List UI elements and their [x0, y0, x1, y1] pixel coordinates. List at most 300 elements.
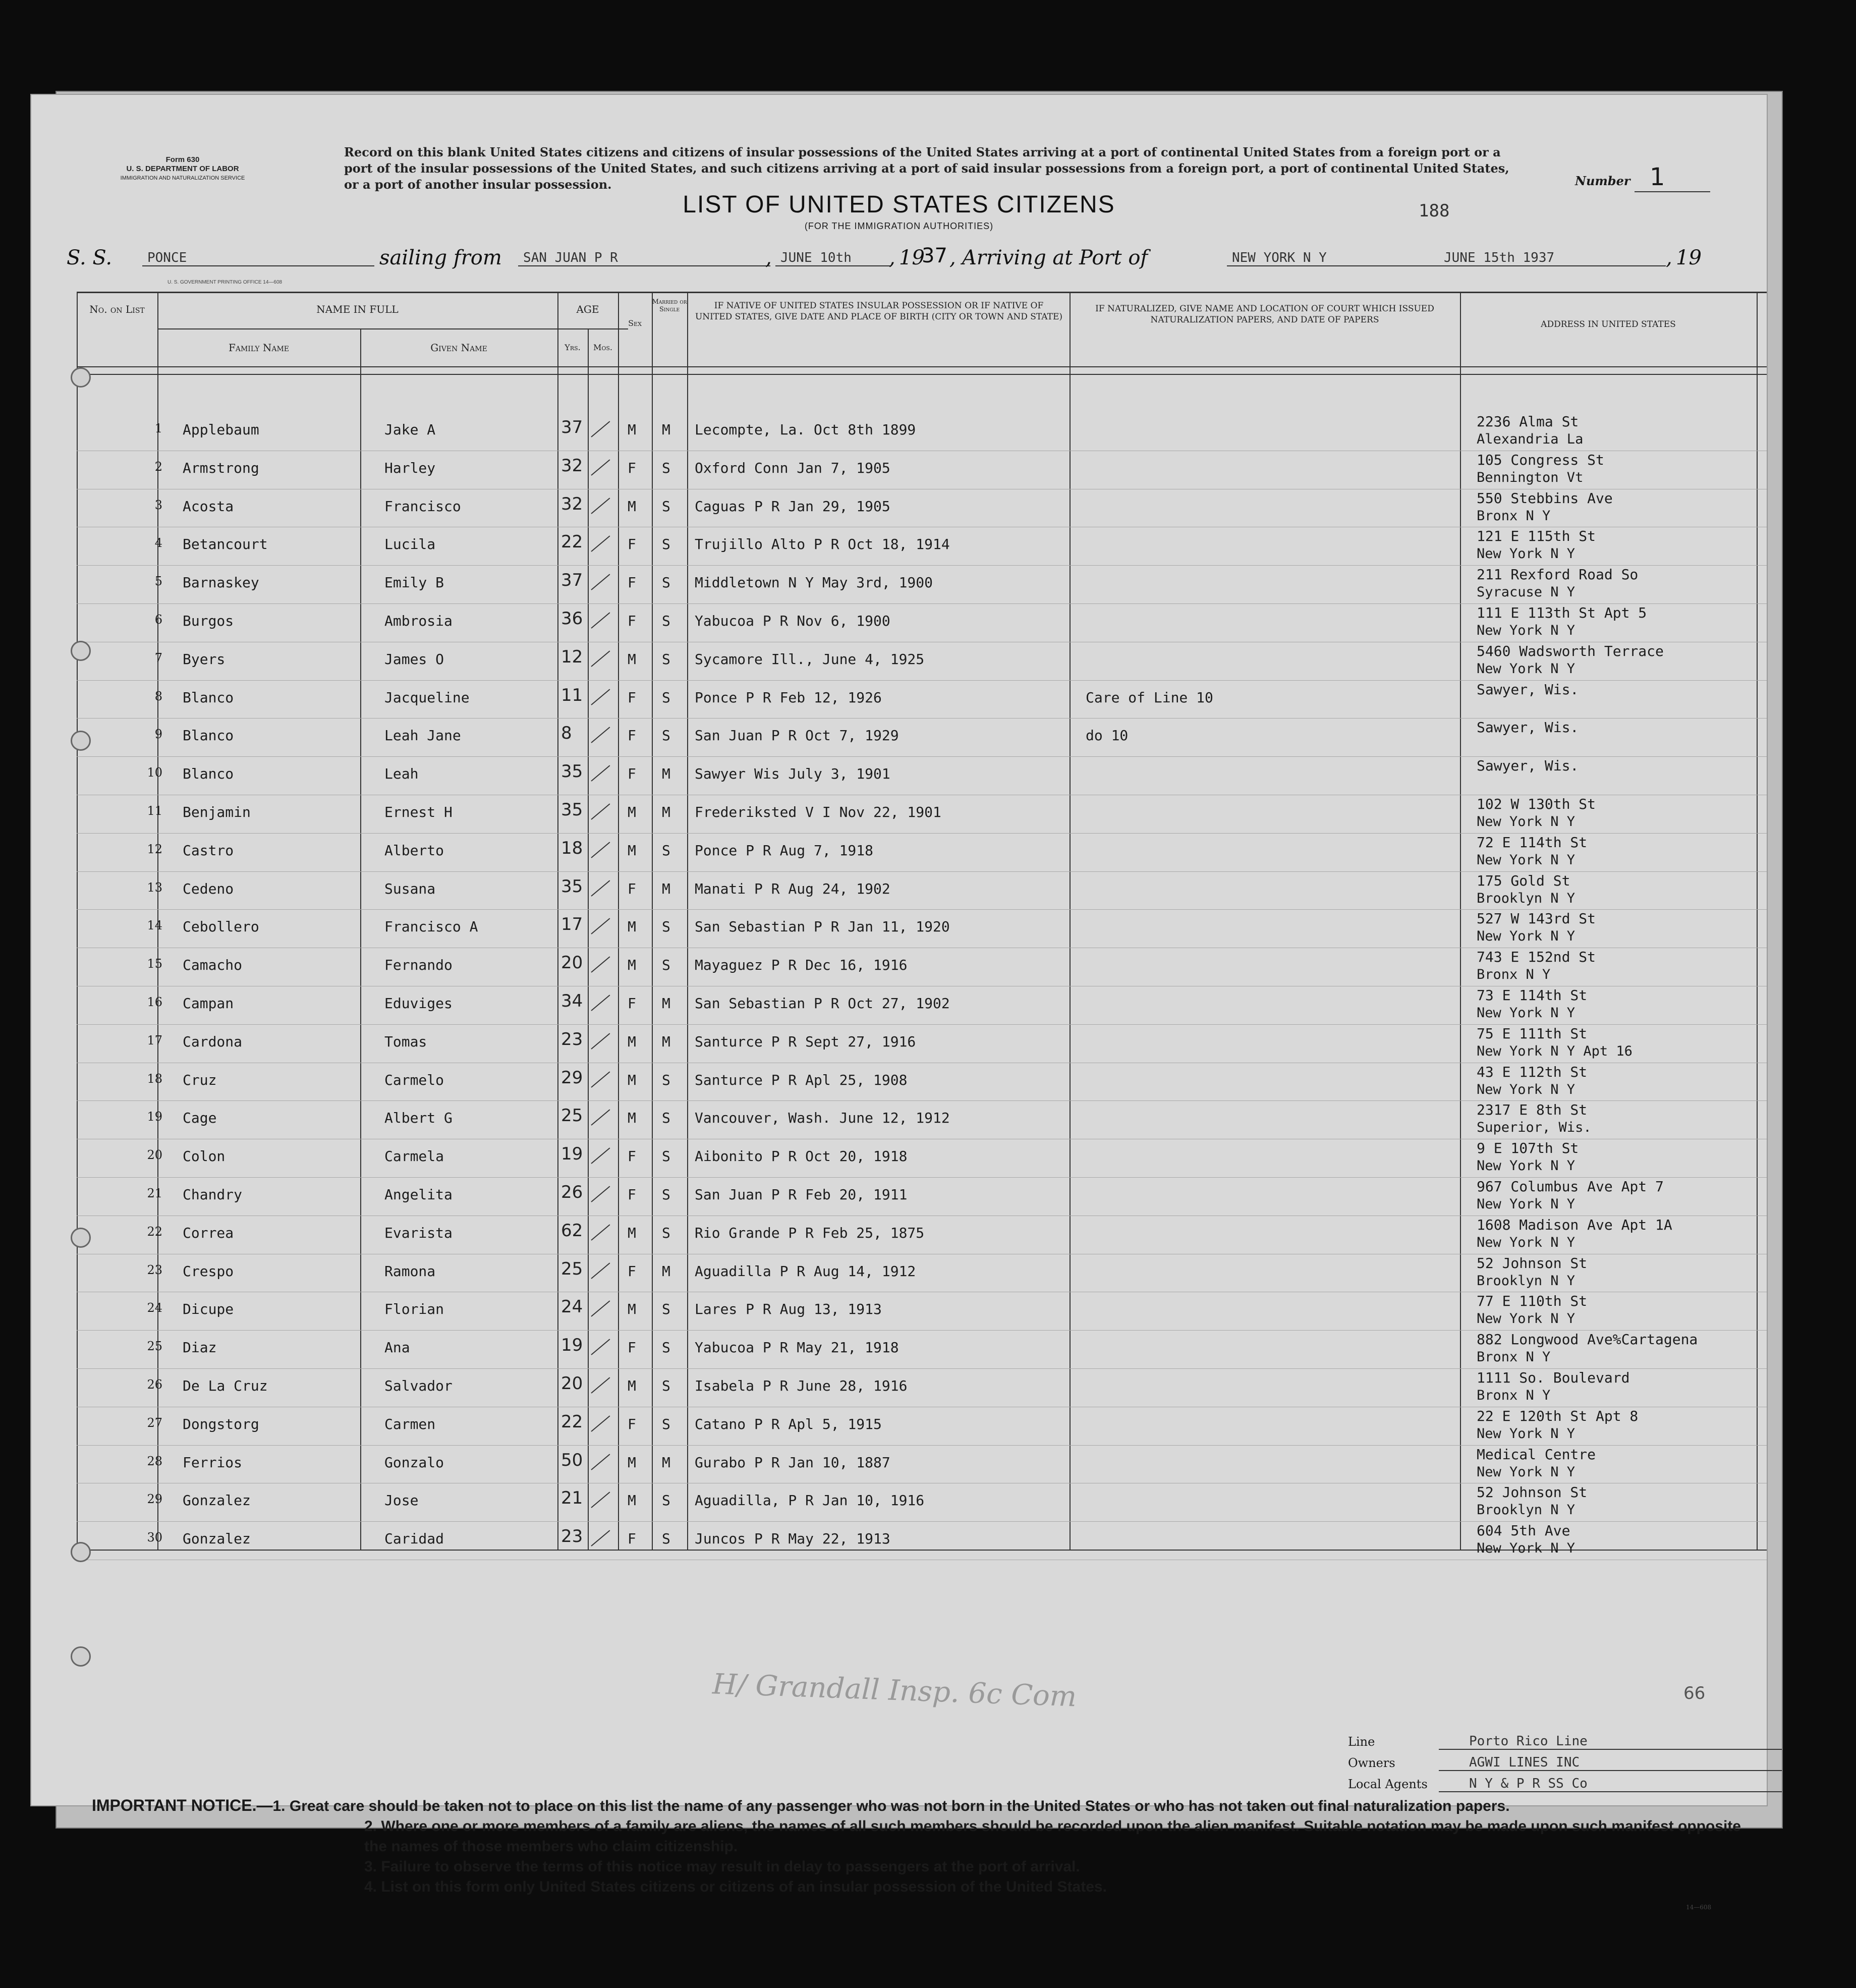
family-name: Dicupe	[183, 1301, 234, 1318]
given-name: Evarista	[384, 1224, 453, 1241]
marital-status: M	[662, 765, 670, 783]
birth-place-date: Catano P R Apl 5, 1915	[695, 1415, 882, 1432]
passenger-table	[77, 292, 1767, 1557]
given-name: Eduviges	[384, 995, 453, 1012]
birth-place-date: Mayaguez P R Dec 16, 1916	[695, 957, 908, 974]
col-address: ADDRESS IN UNITED STATES	[1541, 319, 1676, 329]
family-name: Colon	[183, 1148, 226, 1165]
age-years: 18	[561, 838, 583, 858]
table-row	[77, 1370, 1767, 1409]
list-number: 15	[147, 957, 162, 971]
list-number: 21	[147, 1186, 162, 1200]
check-mark	[591, 650, 610, 667]
address-line-2: New York N Y	[1477, 814, 1576, 830]
address-line-2: New York N Y	[1477, 1540, 1576, 1557]
birth-place-date: Vancouver, Wash. June 12, 1912	[695, 1110, 950, 1127]
address-line-2: New York N Y	[1477, 623, 1576, 638]
marital-status: S	[662, 1186, 670, 1203]
marital-status: S	[662, 498, 670, 515]
sex-value: M	[628, 1377, 636, 1394]
marital-status: S	[662, 613, 670, 629]
sex-value: F	[628, 459, 636, 476]
family-name: Benjamin	[183, 804, 251, 820]
age-years: 29	[561, 1067, 583, 1088]
age-years: 35	[561, 761, 583, 782]
important-notice	[92, 1795, 1757, 1897]
address-line-2: New York N Y	[1477, 546, 1576, 562]
address-line-2: New York N Y	[1477, 1311, 1576, 1327]
family-name: Acosta	[183, 498, 234, 515]
family-name: Blanco	[183, 689, 234, 706]
check-mark	[591, 1339, 610, 1355]
table-row	[77, 988, 1767, 1026]
arrival-port: NEW YORK N Y	[1227, 250, 1439, 266]
year-prefix-2: 19	[1676, 246, 1702, 269]
form-instructions: Record on this blank United States citizens and citizens of insular possessions of the United States arriving at a port of continental United States from a foreign port or a port of the insular possessions of the United States, and such citizens arriving at a port of said insular possessions from a foreign port, a port of continental United States, or a port of another insular possession.	[344, 145, 1509, 192]
sex-value: M	[628, 650, 636, 668]
col-mos: Mos.	[593, 343, 613, 352]
birth-place-date: Rio Grande P R Feb 25, 1875	[695, 1224, 925, 1241]
list-number	[1575, 163, 1710, 192]
check-mark	[591, 918, 610, 934]
birth-place-date: Sycamore Ill., June 4, 1925	[695, 650, 925, 668]
given-name: Francisco A	[384, 918, 478, 935]
notice-label: IMPORTANT NOTICE.—	[92, 1796, 273, 1814]
check-mark	[591, 765, 610, 782]
birth-place-date: Isabela P R June 28, 1916	[695, 1377, 908, 1394]
sex-value: F	[628, 536, 636, 553]
owners-value: AGWI LINES INC	[1439, 1755, 1782, 1771]
address-line-1: Sawyer, Wis.	[1477, 681, 1579, 698]
address-line-1: 102 W 130th St	[1477, 796, 1596, 812]
table-row	[77, 1332, 1767, 1370]
address-line-1: 175 Gold St	[1477, 872, 1570, 889]
check-mark	[591, 1110, 610, 1126]
marital-status: S	[662, 1071, 670, 1088]
form-number: Form 630	[165, 155, 200, 164]
list-number: 17	[147, 1033, 162, 1047]
family-name: Cruz	[183, 1071, 217, 1088]
family-name: Correa	[183, 1224, 234, 1241]
family-name: Castro	[183, 842, 234, 859]
sex-value: F	[628, 574, 636, 591]
list-number: 9	[154, 727, 162, 742]
birth-place-date: Frederiksted V I Nov 22, 1901	[695, 804, 941, 820]
age-years: 32	[561, 493, 583, 514]
address-line-1: Sawyer, Wis.	[1477, 719, 1579, 736]
sex-value: F	[628, 1186, 636, 1203]
list-number: 25	[147, 1339, 162, 1354]
birth-place-date: San Sebastian P R Jan 11, 1920	[695, 918, 950, 935]
birth-place-date: Santurce P R Apl 25, 1908	[695, 1071, 908, 1088]
table-row	[77, 1065, 1767, 1103]
marital-status: M	[662, 880, 670, 897]
check-mark	[591, 689, 610, 705]
year-prefix: 19	[899, 246, 925, 269]
age-years: 21	[561, 1488, 583, 1509]
given-name: Jake A	[384, 421, 436, 438]
address-line-2: Bronx N Y	[1477, 1388, 1551, 1403]
birth-place-date: Gurabo P R Jan 10, 1887	[695, 1454, 890, 1471]
given-name: Ramona	[384, 1262, 436, 1280]
marital-status: S	[662, 536, 670, 553]
list-number: 30	[147, 1530, 162, 1545]
address-line-2: Brooklyn N Y	[1477, 1273, 1576, 1289]
number-value: 1	[1649, 163, 1665, 191]
given-name: Florian	[384, 1301, 444, 1318]
sex-value: M	[628, 1110, 636, 1127]
age-years: 22	[561, 532, 583, 553]
age-years: 50	[561, 1450, 583, 1470]
binder-hole	[71, 1228, 91, 1248]
table-row	[77, 1294, 1767, 1332]
birth-place-date: San Juan P R Feb 20, 1911	[695, 1186, 908, 1203]
age-years: 22	[561, 1411, 583, 1432]
address-line-1: 43 E 112th St	[1477, 1063, 1588, 1080]
check-mark	[591, 842, 610, 858]
table-row	[77, 1218, 1767, 1256]
birth-place-date: Caguas P R Jan 29, 1905	[695, 498, 890, 515]
voyage-line: S. S. PONCE sailing from SAN JUAN P R , JUNE 10th , 19 37 , Arriving at Port of NEW YORK N Y JUNE 15th 1937 , 19	[67, 244, 1702, 269]
given-name: Susana	[384, 880, 436, 897]
sex-value: M	[628, 957, 636, 974]
table-row	[77, 1102, 1767, 1141]
sex-value: M	[628, 842, 636, 859]
printing-office: U. S. GOVERNMENT PRINTING OFFICE 14—608	[167, 280, 283, 285]
table-row	[77, 529, 1767, 567]
sex-value: M	[628, 421, 636, 438]
check-mark	[591, 1301, 610, 1317]
family-name: Ferrios	[183, 1454, 243, 1471]
table-row	[77, 567, 1767, 605]
address-line-2: New York N Y	[1477, 852, 1576, 868]
check-mark	[591, 1492, 610, 1508]
given-name: Lucila	[384, 536, 436, 553]
check-mark	[591, 1224, 610, 1240]
family-name: Blanco	[183, 727, 234, 744]
list-number: 28	[147, 1454, 162, 1468]
marital-status: S	[662, 918, 670, 935]
departure-date: JUNE 10th	[775, 250, 891, 266]
given-name: Salvador	[384, 1377, 453, 1394]
agents-value: N Y & P R SS Co	[1439, 1776, 1782, 1792]
address-line-1: 77 E 110th St	[1477, 1293, 1588, 1310]
table-row	[77, 835, 1767, 873]
table-row	[77, 414, 1767, 453]
table-row	[77, 1447, 1767, 1485]
address-line-2: Superior, Wis.	[1477, 1120, 1592, 1136]
col-married-single: Married or Single	[652, 298, 687, 313]
address-line-2: New York N Y	[1477, 1464, 1576, 1480]
age-years: 20	[561, 953, 583, 973]
ship-name: PONCE	[142, 250, 374, 266]
sex-value: F	[628, 1530, 636, 1548]
given-name: Jose	[384, 1492, 419, 1509]
list-number: 11	[147, 804, 162, 818]
address-line-1: 2317 E 8th St	[1477, 1101, 1588, 1119]
family-name: Dongstorg	[183, 1415, 259, 1432]
age-years: 11	[561, 685, 583, 705]
address-line-1: 2236 Alma St	[1477, 413, 1579, 430]
naturalization-info: Care of Line 10	[1086, 689, 1213, 706]
given-name: Harley	[384, 459, 436, 476]
address-line-2: New York N Y	[1477, 1234, 1576, 1250]
table-row	[77, 1256, 1767, 1294]
marital-status: S	[662, 1492, 670, 1509]
age-years: 19	[561, 1335, 583, 1356]
address-line-1: 111 E 113th St Apt 5	[1477, 604, 1647, 621]
binder-hole	[71, 1542, 91, 1562]
check-mark	[591, 1377, 610, 1393]
col-age: AGE	[576, 303, 599, 315]
birth-place-date: Aibonito P R Oct 20, 1918	[695, 1148, 908, 1165]
table-row	[77, 1141, 1767, 1179]
check-mark	[591, 803, 610, 819]
table-row	[77, 1523, 1767, 1562]
birth-place-date: Ponce P R Aug 7, 1918	[695, 842, 874, 859]
birth-place-date: Aguadilla P R Aug 14, 1912	[695, 1262, 916, 1280]
family-name: De La Cruz	[183, 1377, 268, 1394]
age-years: 25	[561, 1258, 583, 1279]
sailing-label: sailing from	[379, 246, 502, 269]
address-line-2: New York N Y	[1477, 1081, 1576, 1097]
address-line-1: 52 Johnson St	[1477, 1254, 1588, 1272]
birth-place-date: Ponce P R Feb 12, 1926	[695, 689, 882, 706]
birth-place-date: Juncos P R May 22, 1913	[695, 1530, 890, 1548]
table-row	[77, 491, 1767, 529]
table-row	[77, 1485, 1767, 1523]
given-name: Jacqueline	[384, 689, 470, 706]
age-years: 37	[561, 417, 583, 437]
given-name: Carmelo	[384, 1071, 444, 1088]
age-years: 24	[561, 1297, 583, 1317]
list-number: 16	[147, 995, 162, 1009]
number-label: Number	[1575, 174, 1630, 188]
table-row	[77, 453, 1767, 491]
table-row	[77, 950, 1767, 988]
check-mark	[591, 1033, 610, 1049]
address-line-1: 5460 Wadsworth Terrace	[1477, 642, 1664, 659]
manifest-page	[31, 95, 1767, 1911]
list-number: 22	[147, 1224, 162, 1239]
address-line-2: New York N Y Apt 16	[1477, 1043, 1633, 1059]
list-number: 14	[147, 918, 162, 933]
sex-value: M	[628, 1454, 636, 1471]
family-name: Gonzalez	[183, 1530, 251, 1548]
naturalization-info: do 10	[1086, 727, 1129, 744]
address-line-2: New York N Y	[1477, 928, 1576, 945]
birth-place-date: Yabucoa P R Nov 6, 1900	[695, 613, 890, 629]
col-family-name: Family Name	[228, 342, 290, 354]
list-number: 13	[147, 880, 162, 895]
family-name: Byers	[183, 650, 226, 668]
notice-item-4: 4. List on this form only United States citizens or citizens of an insular possession of the United States.	[364, 1879, 1107, 1895]
list-number: 6	[154, 613, 162, 627]
address-line-1: 550 Stebbins Ave	[1477, 489, 1613, 507]
family-name: Betancourt	[183, 536, 268, 553]
birth-place-date: Trujillo Alto P R Oct 18, 1914	[695, 536, 950, 553]
list-number: 29	[147, 1492, 162, 1507]
list-number: 1	[154, 421, 162, 435]
marital-status: S	[662, 727, 670, 744]
agents-label: Local Agents	[1348, 1777, 1428, 1791]
arriving-label: Arriving at Port of	[962, 246, 1148, 269]
print-code: 14—608	[1686, 1904, 1712, 1911]
list-number: 24	[147, 1301, 162, 1315]
marital-status: S	[662, 689, 670, 706]
birth-place-date: Santurce P R Sept 27, 1916	[695, 1033, 916, 1050]
line-value: Porto Rico Line	[1439, 1734, 1782, 1750]
list-number: 23	[147, 1262, 162, 1277]
address-line-1: 604 5th Ave	[1477, 1522, 1570, 1539]
list-number: 10	[147, 765, 162, 780]
given-name: Tomas	[384, 1033, 427, 1050]
list-number: 8	[154, 689, 162, 703]
col-sex: Sex	[628, 318, 642, 328]
sex-value: M	[628, 1071, 636, 1088]
given-name: Emily B	[384, 574, 444, 591]
sex-value: F	[628, 1415, 636, 1432]
birth-place-date: San Sebastian P R Oct 27, 1902	[695, 995, 950, 1012]
list-number: 12	[147, 842, 162, 856]
check-mark	[591, 1530, 610, 1547]
year-suffix: 37	[922, 244, 947, 267]
table-row	[77, 605, 1767, 644]
family-name: Cardona	[183, 1033, 243, 1050]
table-row	[77, 873, 1767, 912]
marital-status: S	[662, 1148, 670, 1165]
sex-value: F	[628, 880, 636, 897]
given-name: Angelita	[384, 1186, 453, 1203]
col-birth: IF NATIVE OF UNITED STATES INSULAR POSSESSION OR IF NATIVE OF UNITED STATES, GIVE DATE AND PLACE OF BIRTH (CITY OR TOWN AND STATE)	[695, 301, 1063, 322]
notice-item-1: 1. Great care should be taken not to place on this list the name of any passenger who was not born in the United States or who has not taken out final naturalization papers.	[272, 1798, 1510, 1814]
margin-number: 66	[1683, 1683, 1706, 1703]
given-name: Caridad	[384, 1530, 444, 1548]
age-years: 37	[561, 570, 583, 591]
age-years: 8	[561, 723, 572, 744]
address-line-2: New York N Y	[1477, 1005, 1576, 1021]
address-line-1: Sawyer, Wis.	[1477, 757, 1579, 775]
table-row	[77, 1179, 1767, 1218]
family-name: Diaz	[183, 1339, 217, 1356]
birth-place-date: Middletown N Y May 3rd, 1900	[695, 574, 933, 591]
address-line-1: 1608 Madison Ave Apt 1A	[1477, 1216, 1672, 1233]
age-years: 12	[561, 646, 583, 667]
address-line-1: 22 E 120th St Apt 8	[1477, 1407, 1639, 1424]
check-mark	[591, 1071, 610, 1087]
marital-status: M	[662, 995, 670, 1012]
address-line-1: 52 Johnson St	[1477, 1484, 1588, 1501]
sex-value: M	[628, 1224, 636, 1241]
marital-status: S	[662, 1110, 670, 1127]
sex-value: F	[628, 1148, 636, 1165]
address-line-1: 121 E 115th St	[1477, 528, 1596, 545]
line-label: Line	[1348, 1735, 1375, 1749]
list-number: 4	[154, 536, 162, 550]
table-row	[77, 911, 1767, 950]
address-line-1: 75 E 111th St	[1477, 1025, 1588, 1042]
given-name: Carmela	[384, 1148, 444, 1165]
age-years: 26	[561, 1182, 583, 1202]
sex-value: F	[628, 727, 636, 744]
sex-value: F	[628, 613, 636, 629]
sex-value: F	[628, 765, 636, 783]
sex-value: M	[628, 498, 636, 515]
age-years: 19	[561, 1144, 583, 1165]
given-name: Gonzalo	[384, 1454, 444, 1471]
marital-status: M	[662, 1033, 670, 1050]
check-mark	[591, 1186, 610, 1202]
marital-status: S	[662, 842, 670, 859]
sex-value: F	[628, 1339, 636, 1356]
family-name: Barnaskey	[183, 574, 259, 591]
table-row	[77, 758, 1767, 797]
address-line-2: New York N Y	[1477, 1196, 1576, 1212]
table-row	[77, 797, 1767, 835]
owners-label: Owners	[1348, 1756, 1395, 1770]
marital-status: M	[662, 1454, 670, 1471]
list-number: 7	[154, 650, 162, 665]
col-given-name: Given Name	[430, 342, 487, 354]
marital-status: S	[662, 650, 670, 668]
table-row	[77, 1409, 1767, 1447]
address-line-2: Syracuse N Y	[1477, 584, 1576, 600]
given-name: Ambrosia	[384, 613, 453, 629]
sex-value: F	[628, 995, 636, 1012]
sex-value: F	[628, 1262, 636, 1280]
address-line-2: New York N Y	[1477, 660, 1576, 677]
birth-place-date: Yabucoa P R May 21, 1918	[695, 1339, 899, 1356]
stamp-number: 188	[1419, 201, 1450, 221]
marital-status: S	[662, 1377, 670, 1394]
address-line-1: 105 Congress St	[1477, 451, 1604, 468]
age-years: 32	[561, 455, 583, 476]
family-name: Burgos	[183, 613, 234, 629]
inspector-note: H/ Grandall Insp. 6c Com	[712, 1668, 1078, 1714]
departure-port: SAN JUAN P R	[518, 250, 770, 266]
address-line-2: Bennington Vt	[1477, 469, 1584, 485]
birth-place-date: Sawyer Wis July 3, 1901	[695, 765, 890, 783]
table-row	[77, 720, 1767, 758]
check-mark	[591, 459, 610, 475]
age-years: 23	[561, 1526, 583, 1547]
check-mark	[591, 612, 610, 628]
address-line-2: Bronx N Y	[1477, 508, 1551, 524]
marital-status: S	[662, 1224, 670, 1241]
marital-status: M	[662, 804, 670, 820]
given-name: James O	[384, 650, 444, 668]
age-years: 62	[561, 1220, 583, 1241]
birth-place-date: Aguadilla, P R Jan 10, 1916	[695, 1492, 925, 1509]
family-name: Armstrong	[183, 459, 259, 476]
marital-status: S	[662, 1415, 670, 1432]
check-mark	[591, 957, 610, 973]
address-line-2: New York N Y	[1477, 1425, 1576, 1442]
family-name: Cage	[183, 1110, 217, 1127]
check-mark	[591, 880, 610, 896]
sex-value: F	[628, 689, 636, 706]
address-line-1: 527 W 143rd St	[1477, 910, 1596, 927]
birth-place-date: Oxford Conn Jan 7, 1905	[695, 459, 890, 476]
address-line-1: 73 E 114th St	[1477, 987, 1588, 1004]
notice-item-2: 2. Where one or more members of a family are aliens, the names of all such members should be recorded upon the alien manifest. Suitable notation may be made upon such manifest opposite the names of those members who claim citizenship.	[364, 1818, 1741, 1855]
age-years: 34	[561, 991, 583, 1011]
binder-hole	[71, 1646, 91, 1667]
given-name: Leah Jane	[384, 727, 461, 744]
address-line-2: Brooklyn N Y	[1477, 890, 1576, 906]
notice-item-3: 3. Failure to observe the terms of this notice may result in delay to passengers at the port of arrival.	[364, 1858, 1080, 1875]
birth-place-date: Lecompte, La. Oct 8th 1899	[695, 421, 916, 438]
